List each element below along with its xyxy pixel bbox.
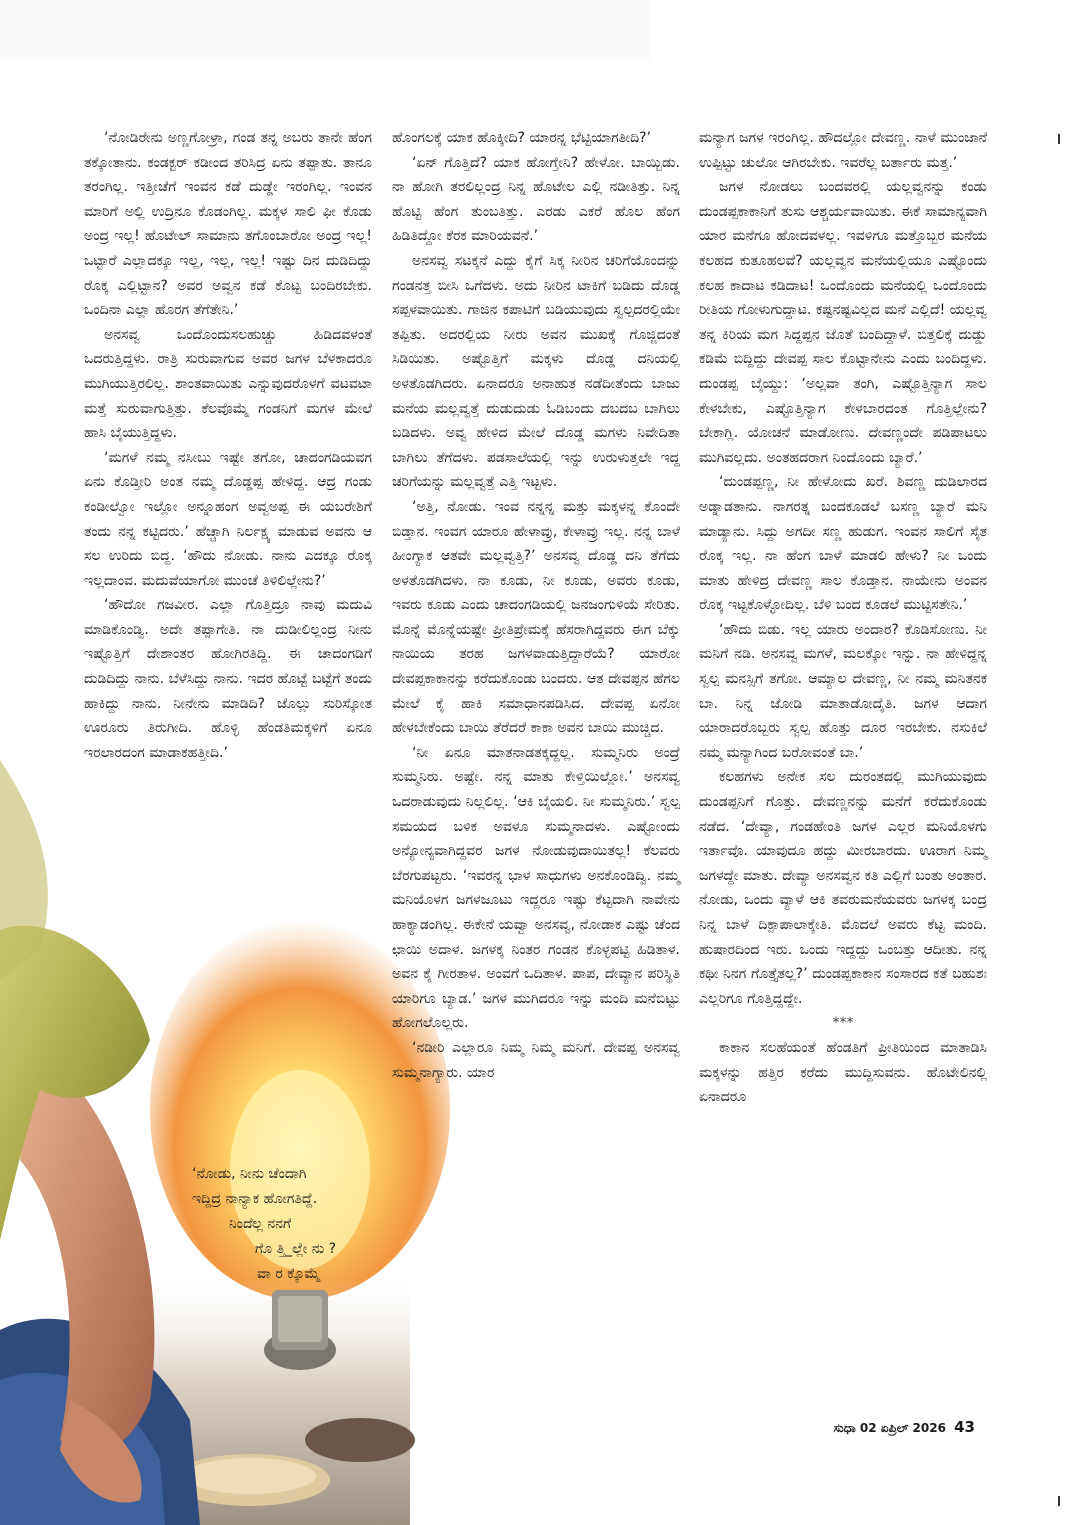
paragraph: ‘ನೋಡಿರೇನು ಅಣ್ಣಗೋಳ್ರಾ, ಗಂಡ ತನ್ನ ಅಬರು ತಾನೇ ಹೆಂಗ ತಕ್ಕೋತಾನು. ಕಂಡಕ್ಟರ್ ಕಡೀಂದ ತರಿಸಿದ್ರ ಏನು ತಪ್ಪಾತು. ತಾನೂ ತರಂಗಿಲ್ಲ. ಇತ್ತೀಚೆಗೆ ಇಂವನ ಕಡೆ ದುಡ್ಡೇ ಇರಂಗಿಲ್ಲ. ಇಂವನ ಮಾರಿಗೆ ಅಲ್ಲಿ ಉದ್ರಿನೂ ಕೊಡಂಗಿಲ್ಲ. ಮಕ್ಕಳ ಸಾಲಿ ಫೀ ಕೊಡು ಅಂದ್ರ ಇಲ್ಲ! ಹೊಟೇಲ್ ಸಾಮಾನು ತಗೊಂಬಾರೋ ಅಂದ್ರ ಇಲ್ಲ! ಒಟ್ಟಾರೆ ಎಲ್ಲಾದಕ್ಕೂ ಇಲ್ಲ, ಇಲ್ಲ, ಇಲ್ಲ! ಇಷ್ಟು ದಿನ ದುಡಿದಿದ್ದು ರೊಕ್ಕ ಎಲ್ಲಿಟ್ಟಾನ? ಅವರ ಅವ್ವನ ಕಡೆ ಕೊಟ್ಟ ಬಂದಿರಬೇಕು. ಒಂದಿನಾ ಎಲ್ಲಾ ಹೊರಗ ತೆಗೆತೇನಿ.’ xyxy=(84,130,372,319)
paragraph: ಜಗಳ ನೋಡಲು ಬಂದವರಲ್ಲಿ ಯಲ್ಲವ್ವನನ್ನು ಕಂಡು ದುಂಡಪ್ಪಕಾಕಾನಿಗೆ ತುಸು ಆಶ್ಚರ್ಯವಾಯಿತು. ಈಕೆ ಸಾಮಾನ್ಯವಾಗಿ ಯಾರ ಮನೆಗೂ ಹೋದವಳಲ್ಲ. ಇವಳಿಗೂ ಮತ್ತೊಬ್ಬರ ಮನೆಯ ಕಲಹದ ಕುತೂಹಲವೆ? ಯಲ್ಲವ್ವನ ಮನೆಯಲ್ಲಿಯೂ ಎಷ್ಟೊಂದು ಕಲಹ ಕಾದಾಟ ಕಡಿದಾಟ! ಒಂದೊಂದು ಮನೆಯಲ್ಲಿ ಒಂದೊಂದು ರೀತಿಯ ಗೋಳುಗುದ್ದಾಟ. ಕಷ್ಟನಷ್ಟವಿಲ್ಲದ ಮನೆ ಎಲ್ಲಿದೆ! ಯಲ್ಲವ್ವ ತನ್ನ ಕಿರಿಯ ಮಗ ಸಿದ್ದಪ್ಪನ ಜೊತೆ ಬಂದಿದ್ದಾಳೆ. ಬಿತ್ತಲಿಕ್ಕೆ ದುಡ್ಡು ಕಡಿಮೆ ಬಿದ್ದಿದ್ದು ದೇವಪ್ಪ ಸಾಲ ಕೊಟ್ಟಾನೇನು ಎಂದು ಬಂದಿದ್ದಳು. ದುಂಡಪ್ಪ ಬೈಯ್ದು: ‘ಅಲ್ಲವಾ ತಂಗಿ, ಎಷ್ಟೊತ್ತಿನ್ಯಾಗ ಸಾಲ ಕೇಳಬೇಕು, ಎಷ್ಟೊತ್ತಿನ್ಯಾಗ ಕೇಳಬಾರದಂತ ಗೊತ್ತಿಲ್ಲೇನು? ಬೇಕಾಗ್ಲಿ. ಯೋಚನೆ ಮಾಡೋಣು. ದೇವಣ್ಣಂದೇ ಪಡಿಪಾಟಲು ಮುಗಿವಲ್ಲದು. ಅಂತಹದರಾಗ ನಿಂದೊಂದು ಬ್ಯಾರೆ.’ xyxy=(699,179,987,466)
magazine-issue: ಸುಧಾ 02 ಏಪ್ರಿಲ್ 2026 xyxy=(833,1421,946,1435)
article-column-1 xyxy=(84,126,372,765)
ragged-line: ‘ನೋಡು, ನೀನು ಚೆಂದಾಗಿ xyxy=(192,1166,307,1182)
paragraph: ಮನ್ಯಾಗ ಜಗಳ ಇರಂಗಿಲ್ಲ. ಹೌದಲ್ಲೋ ದೇವಣ್ಣ. ನಾಳೆ ಮುಂಜಾನೆ ಉಪ್ಪಿಟ್ಟು ಚುಲೋ ಆಗಿರಬೇಕು. ಇವರೆಲ್ಲ ಬರ್ತಾರು ಮತ್ತ.’ xyxy=(699,130,987,171)
paragraph: ‘ಹೌದೋ ಗಜವೀರ. ಎಲ್ಲಾ ಗೊತ್ತಿದ್ರೂ ನಾವು ಮದುವಿ ಮಾಡಿಕೊಂಡ್ವಿ. ಅದೇ ತಪ್ಪಾಗೇತಿ. ನಾ ದುಡೀಲಿಲ್ಲಂದ್ರ ನೀನು ಇಷ್ಟೊತ್ತಿಗೆ ದೇಶಾಂತರ ಹೋಗಿರತಿದ್ದಿ. ಈ ಚಾದಂಗಡಿಗೆ ದುಡಿದಿದ್ದು ನಾನು. ಬೆಳೆಸಿದ್ದು ನಾನು. ಇದರ ಹೊಟ್ಟೆ ಬಟ್ಟೆಗೆ ತಂದು ಹಾಕಿದ್ದು ನಾನು. ನೀನೇನು ಮಾಡಿದಿ? ಜೊಲ್ಲು ಸುರಿಸ್ಕೋತ ಊರೂರು ತಿರುಗೀದಿ. ಹೊಳ್ಳಿ ಹೆಂಡತಿಮಕ್ಕಳಿಗೆ ಏನೂ ಇರಲಾರದಂಗ ಮಾಡಾಕಹತ್ತೀದಿ.’ xyxy=(84,597,372,761)
article-column-3 xyxy=(699,126,987,1110)
page-number: 43 xyxy=(954,1418,975,1436)
section-separator: *** xyxy=(832,1015,854,1032)
paragraph: ‘ಹೌದು ಬಿಡು. ಇಲ್ಲ ಯಾರು ಅಂದಾರ? ಕೊಡಿಸೋಣು. ನೀ ಮನಿಗೆ ನಡಿ. ಅನಸವ್ವ ಮಗಳೆ, ಮಲಕ್ಕೋ ಇನ್ನು. ನಾ ಹೇಳಿದ್ದನ್ನ ಸ್ವಲ್ಪ ಮನಸ್ಸಿಗೆ ತಗೋ. ಆಮ್ಯಾಲ ದೇವಣ್ಣ, ನೀ ನಮ್ಮ ಮನಿತನಕ ಬಾ. ನಿನ್ನ ಜೋಡಿ ಮಾತಾಡೋದೈತಿ. ಜಗಳ ಆದಾಗ ಯಾರಾದರೊಬ್ಬರು ಸ್ವಲ್ಪ ಹೊತ್ತು ದೂರ ಇರಬೇಕು. ನಸುಕಿಲೆ ನಮ್ಮ ಮನ್ಯಾಗಿಂದ ಬರೋವಂತೆ ಬಾ.’ xyxy=(699,621,987,761)
crop-mark xyxy=(1058,1496,1060,1506)
paragraph: ‘ನೀ ಏನೂ ಮಾತನಾಡತಕ್ಕದ್ದಲ್ಲ. ಸುಮ್ಮನಿರು ಅಂದ್ರೆ ಸುಮ್ಮನಿರು. ಅಷ್ಟೇ. ನನ್ನ ಮಾತು ಕೇಳ್ತಿಯಿಲ್ಲೋ.’ ಅನಸವ್ವ ಒದರಾಡುವುದು ನಿಲ್ಲಲಿಲ್ಲ. ‘ಆಕಿ ಬೈಯಲಿ. ನೀ ಸುಮ್ಮನಿರು.’ ಸ್ವಲ್ಪ ಸಮಯದ ಬಳಿಕ ಅವಳೂ ಸುಮ್ಮನಾದಳು. ಎಷ್ಟೋಂದು ಅನ್ಯೋನ್ಯವಾಗಿದ್ದವರ ಜಗಳ ನೋಡುವುದಾಯಿತಲ್ಲ! ಕೆಲವರು ಬೆರಗುಪಟ್ಟರು. ‘ಇವರನ್ನ ಭಾಳ ಸಾಧುಗಳು ಅನಕೊಂಡಿದ್ವಿ. ನಮ್ಮ ಮನಿಯೊಳಗ ಜಗಳಜೂಟು ಇದ್ದರೂ ಇಷ್ಟು ಕೆಟ್ಟದಾಗಿ ನಾವೇನು ಹಾಕ್ಯಾಡಂಗಿಲ್ಲ. ಈಕೇನೆ ಯವ್ವಾ ಅನಸವ್ವ, ನೋಡಾಕ ಎಷ್ಟು ಚೆಂದ ಛಾಯಿ ಅದಾಳ. ಜಗಳಕ್ಕ ನಿಂತರ ಗಂಡನ ಕೊಳ್ಳಪಟ್ಟಿ ಹಿಡಿತಾಳ. ಅವನ ಕೈ ಗೀರತಾಳ. ಅಂವಗೆ ಒದಿತಾಳ. ಪಾಪ, ದೇವ್ಯಾನ ಪರಿಸ್ಥಿತಿ ಯಾರಿಗೂ ಬ್ಯಾಡ.’ ಜಗಳ ಮುಗಿದರೂ ಇನ್ನು ಮಂದಿ ಮನೆಬಿಟ್ಟು ಹೋಗಲೊಲ್ಲರು. xyxy=(392,744,680,1032)
page-footer xyxy=(834,1418,976,1436)
paragraph: ಕಲಹಗಳು ಅನೇಕ ಸಲ ದುರಂತದಲ್ಲಿ ಮುಗಿಯುವುದು ದುಂಡಪ್ಪನಿಗೆ ಗೊತ್ತು. ದೇವಣ್ಣನನ್ನು ಮನೆಗೆ ಕರೆದುಕೊಂಡು ನಡೆದ. ‘ದೇವ್ಯಾ, ಗಂಡಹೇಂತಿ ಜಗಳ ಎಲ್ಲರ ಮನಿಯೊಳಗು ಇರ್ತಾವೊ. ಯಾವುದೂ ಹದ್ದು ಮೀರಬಾರದು. ಊರಾಗ ನಿಮ್ಮ ಜಗಳದ್ದೇ ಮಾತು. ದೇವ್ಯಾ ಅನಸವ್ವನ ಕತಿ ಎಲ್ಲಿಗೆ ಬಂತು ಅಂತಾರ. ನೋಡು, ಒಂದು ವ್ಯಾಳೆ ಆಕಿ ತವರುಮನೆಯವರು ಜಗಳಕ್ಕ ಬಂದ್ರ ನಿನ್ನ ಬಾಳೆ ದಿಕ್ಪಾಪಾಲಾಕ್ಕೇತಿ. ಮೊದಲೆ ಅವರು ಕೆಟ್ಟ ಮಂದಿ. ಹುಷಾರದಿಂದ ಇರು. ಒಂದು ಇದ್ದದ್ದು ಒಂಬತ್ತು ಆದೀತು. ನನ್ನ ಕಥೀ ನಿನಗ ಗೊತ್ತೈತಲ್ಲ?’ ದುಂಡಪ್ಪಕಾಕಾನ ಸಂಸಾರದ ಕತೆ ಬಹುಶಃ ಎಲ್ಲರಿಗೂ ಗೊತ್ತಿದ್ದದ್ದೇ. xyxy=(699,769,987,1007)
crop-mark xyxy=(1058,134,1060,144)
paragraph: ‘ಏನ್ ಗೊತ್ತಿದೆ? ಯಾಕ ಹೋಗ್ತೇನಿ? ಹೇಳೋ. ಬಾಯ್ಬಿಡು. ನಾ ಹೋಗಿ ತರಲಿಲ್ಲಂದ್ರ ನಿನ್ನ ಹೊಟೇಲ ಎಲ್ಲಿ ನಡೀತಿತ್ತು. ನಿನ್ನ ಹೊಟ್ಟಿ ಹೆಂಗ ತುಂಬತಿತ್ತು. ಎರಡು ಎಕರೆ ಹೊಲ ಹೆಂಗ ಹಿಡಿತಿದ್ದೋ ಕೆರಕ ಮಾರಿಯವನೆ.’ xyxy=(392,154,680,245)
paragraph: ‘ಮಗಳೆ ನಮ್ಮ ನಸೀಬು ಇಷ್ಟೇ ತಗೋ, ಚಾದಂಗಡಿಯವಗ ಏನು ಕೊಡ್ತೀರಿ ಅಂತ ನಮ್ಮ ದೊಡ್ಡಪ್ಪ ಹೇಳಿದ್ದ. ಆದ್ರ ಗಂಡು ಕಂಡೀಲ್ವೋ ಇಲ್ಲೋ ಅನ್ನೂಹಂಗ ಅವ್ವಅಪ್ಪ ಈ ಯಬರೇಶಿಗೆ ತಂದು ನನ್ನ ಕಟ್ಟಿದರು.’ ಹೆಚ್ಚಾಗಿ ನಿರ್ಲಕ್ಷ್ಯ ಮಾಡುವ ಅವನು ಆ ಸಲ ಉರಿದು ಬಿದ್ದ. ‘ಹೌದು ನೋಡು. ನಾನು ಎದಕ್ಕೂ ರೊಕ್ಕ ಇಲ್ಲದಾಂವ. ಮದುವೆಯಾಗೋ ಮುಂಚೆ ತಿಳಿಲಿಲ್ಲೇನು?’ xyxy=(84,449,372,589)
paragraph: ಅನಸವ್ವ ಒಂದೊಂದುಸಲಹುಚ್ಚು ಹಿಡಿದವಳಂತೆ ಒದರುತ್ತಿದ್ದಳು. ರಾತ್ರಿ ಸುರುವಾಗುವ ಅವರ ಜಗಳ ಬೆಳಕಾದರೂ ಮುಗಿಯುತ್ತಿರಲಿಲ್ಲ. ಶಾಂತವಾಯಿತು ಎನ್ನುವುದರೊಳಗೆ ವಟವಟಾ ಮತ್ತೆ ಸುರುವಾಗುತ್ತಿತ್ತು. ಕೆಲವೊಮ್ಮೆ ಗಂಡನಿಗೆ ಮಗಳ ಮೇಲೆ ಹಾಸಿ ಬೈಯುತ್ತಿದ್ದಳು. xyxy=(84,326,372,442)
ragged-line: ಇದ್ದಿದ್ರ ನಾನ್ಯಾಕ ಹೋಗತಿದ್ದೆ. xyxy=(192,1191,318,1207)
paragraph: ‘ದುಂಡಪ್ಪಣ್ಣ, ನೀ ಹೇಳೋದು ಖರೆ. ಶಿವಣ್ಣ ದುಡಿಲಾರದ ಅಡ್ನಾಡತಾನು. ನಾಗರತ್ನ ಬಂದಕೂಡಲೆ ಬಸಣ್ಣ ಬ್ಯಾರೆ ಮನಿ ಮಾಡ್ಯಾನು. ಸಿದ್ದು ಅಗದೀ ಸಣ್ಣ ಹುಡುಗ. ಇಂವನ ಸಾಲಿಗೆ ಸೈತ ರೊಕ್ಕ ಇಲ್ಲ. ನಾ ಹೆಂಗ ಬಾಳೆ ಮಾಡಲಿ ಹೇಳು? ನೀ ಒಂದು ಮಾತು ಹೇಳಿದ್ರ ದೇವಣ್ಣ ಸಾಲ ಕೊಡ್ತಾನ. ನಾಯೇನು ಅಂವನ ರೊಕ್ಕ ಇಟ್ಟಕೊಳ್ಳೋದಿಲ್ಲ. ಬೆಳಿ ಬಂದ ಕೂಡಲೆ ಮುಟ್ಟಿಸತೇನಿ.’ xyxy=(699,474,987,614)
ragged-line: ವಾ ರ ಕ್ಕೊಮ್ಮೆ xyxy=(257,1266,321,1282)
ragged-line: ನಿಂದೆಲ್ಲ ನನಗೆ xyxy=(229,1216,292,1232)
paragraph: ಹೊಂಗಲಕ್ಕೆ ಯಾಕ ಹೊಕ್ಕೀದಿ? ಯಾರನ್ನ ಭೆಟ್ಟಿಯಾಗತೀದಿ?’ xyxy=(392,130,652,146)
paragraph: ಅನಸವ್ವ ಸಟಕ್ಕನೆ ಎದ್ದು ಕೈಗೆ ಸಿಕ್ಕ ನೀರಿನ ಚರಿಗೆಯೊಂದನ್ನು ಗಂಡನತ್ತ ಬೀಸಿ ಒಗೆದಳು. ಅದು ನೀರಿನ ಟಾಕಿಗೆ ಬಡಿದು ದೊಡ್ಡ ಸಪ್ಪಳವಾಯಿತು. ಗಾಜಿನ ಕಪಾಟಿಗೆ ಬಡಿಯುವುದು ಸ್ವಲ್ಪದರಲ್ಲಿಯೇ ತಪ್ಪಿತು. ಅದರಲ್ಲಿಯ ನೀರು ಅವನ ಮುಖಕ್ಕೆ ಗೊಜ್ಜಿದಂತೆ ಸಿಡಿಯಿತು. ಅಷ್ಟೊತ್ತಿಗೆ ಮಕ್ಕಳು ದೊಡ್ಡ ದನಿಯಲ್ಲಿ ಅಳತೊಡಗಿದರು. ಏನಾದರೂ ಅನಾಹುತ ನಡೆದೀತೆಂದು ಬಾಜು ಮನೆಯ ಮಲ್ಲವ್ವತ್ತೆ ದುಡುದುಡು ಓಡಿಬಂದು ದಬದಬ ಬಾಗಿಲು ಬಡಿದಳು. ಅವ್ವ ಹೇಳಿದ ಮೇಲೆ ದೊಡ್ಡ ಮಗಳು ನಿವೇದಿತಾ ಬಾಗಿಲು ತೆಗೆದಳು. ಪಡಸಾಲೆಯಲ್ಲಿ ಇನ್ನು ಉರುಳುತ್ತಲೇ ಇದ್ದ ಚರಿಗೆಯನ್ನು ಮಲ್ಲವ್ವತ್ತೆ ಎತ್ತಿ ಇಟ್ಟಳು. xyxy=(392,252,680,491)
paragraph: ಕಾಕಾನ ಸಲಹೆಯಂತೆ ಹೆಂಡತಿಗೆ ಪ್ರೀತಿಯಿಂದ ಮಾತಾಡಿಸಿ ಮಕ್ಕಳನ್ನು ಹತ್ತಿರ ಕರೆದು ಮುದ್ದಿಸುವನು. ಹೊಟೇಲಿನಲ್ಲಿ ಏನಾದರೂ xyxy=(699,1039,987,1106)
paragraph: ‘ನಡೀರಿ ಎಲ್ಲಾರೂ ನಿಮ್ಮ ನಿಮ್ಮ ಮನಿಗೆ. ದೇವಪ್ಪ ಅನಸವ್ವ ಸುಮ್ಮನಾಗ್ಯಾರು. ಯಾರ xyxy=(392,1039,680,1081)
paragraph: ‘ಅತ್ತಿ, ನೋಡು. ಇಂವ ನನ್ನನ್ನ ಮತ್ತು ಮಕ್ಕಳನ್ನ ಕೊಂದೇ ಬಿಡ್ತಾನ. ಇಂವಗ ಯಾರೂ ಹೇಳಾವ್ರು, ಕೇಳಾವ್ರು ಇಲ್ಲ. ನನ್ನ ಬಾಳೆ ಹೀಂಗ್ಯಾಕ ಆತವೇ ಮಲ್ಲವ್ವತ್ತಿ?’ ಅನಸವ್ವ ದೊಡ್ಡ ದನಿ ತೆಗೆದು ಅಳತೊಡಗಿದಳು. ನಾ ಕೂಡು, ನೀ ಕೂಡು, ಅವರು ಕೂಡು, ಇವರು ಕೂಡು ಎಂದು ಚಾದಂಗಡಿಯಲ್ಲಿ ಜನಜಂಗುಳಿಯೆ ಸೇರಿತು. ಮೊನ್ನೆ ಮೊನ್ನೆಯಷ್ಟೇ ಪ್ರೀತಿಪ್ರೇಮಕ್ಕೆ ಹೆಸರಾಗಿದ್ದವರು ಈಗ ಬೆಕ್ಕು ನಾಯಿಯ ತರಹ ಜಗಳವಾಡುತ್ತಿದ್ದಾರೆಯೆ? ಯಾರೋ ದೇವಪ್ಪಕಾಕಾನನ್ನು ಕರೆದುಕೊಂಡು ಬಂದರು. ಆತ ದೇವಪ್ಪನ ಹೆಗಲ ಮೇಲೆ ಕೈ ಹಾಕಿ ಸಮಾಧಾನಪಡಿಸಿದ. ದೇವಪ್ಪ ಏನೋ ಹೇಳಬೇಕೆಂದು ಬಾಯಿ ತೆರೆದರೆ ಕಾಕಾ ಅವನ ಬಾಯಿ ಮುಚ್ಚಿದ. xyxy=(392,498,680,737)
ragged-line: ಗೊ ತ್ತಿ_ಲ್ಲೇ ನು ? xyxy=(255,1241,337,1257)
article-column-2 xyxy=(392,126,680,1085)
